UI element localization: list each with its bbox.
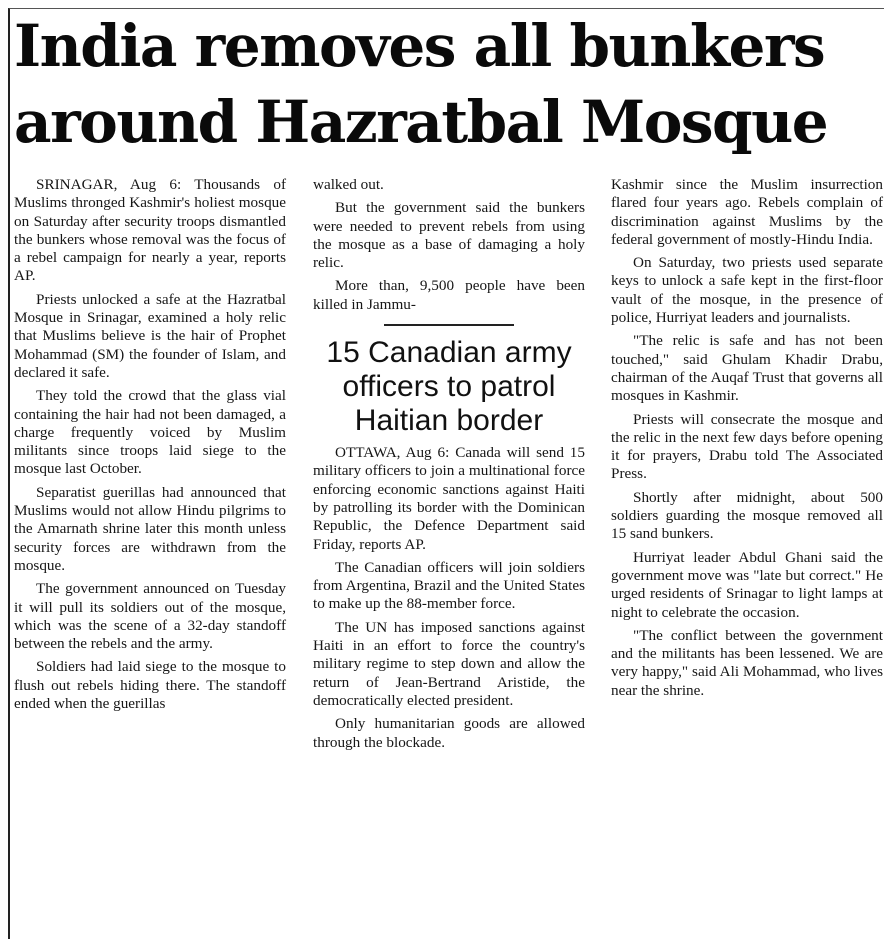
column-2 [313, 176, 585, 757]
second-headline [313, 336, 585, 438]
paragraph: SRINAGAR, Aug 6: Thousands of Muslims thronged Kashmir's holiest mosque on Saturday after security troops dismantled the bunkers whose removal was the focus of a rebel campaign for nearly a year, reports AP. [14, 176, 286, 285]
paragraph: "The conflict between the government and the militants has been lessened. We are very happy," said Ali Mohammad, who lives near the shrine. [611, 626, 883, 699]
paragraph: Soldiers had laid siege to the mosque to flush out rebels hiding there. The standoff ended when the guerillas [14, 658, 286, 713]
paragraph: On Saturday, two priests used separate keys to unlock a safe kept in the first-floor vault of the mosque, in the presence of police, Hurriyat leaders and journalists. [611, 254, 883, 327]
paragraph: More than, 9,500 people have been killed in Jammu- [313, 277, 585, 313]
paragraph: Shortly after midnight, about 500 soldiers guarding the mosque removed all 15 sand bunkers. [611, 488, 883, 543]
paragraph: The Canadian officers will join soldiers from Argentina, Brazil and the United States to make up the 88-member force. [313, 558, 585, 613]
main-headline [14, 8, 884, 160]
paragraph: They told the crowd that the glass vial containing the hair had not been damaged, a charge frequently voiced by Muslim militants since troops laid siege to the mosque last October. [14, 387, 286, 478]
section-divider [384, 324, 514, 326]
paragraph: Only humanitarian goods are allowed through the blockade. [313, 715, 585, 751]
main-headline-line-2: around Hazratbal Mosque [14, 88, 828, 156]
paragraph: OTTAWA, Aug 6: Canada will send 15 military officers to join a multinational force enforcing economic sanctions against Haiti by patrolling its border with the Dominican Republic, the Defence Department said Friday, reports AP. [313, 444, 585, 553]
paragraph: The government announced on Tuesday it will pull its soldiers out of the mosque, which was the scene of a 32-day standoff between the rebels and the army. [14, 580, 286, 653]
paragraph: Hurriyat leader Abdul Ghani said the government move was "late but correct." He urged residents of Srinagar to light lamps at night to celebrate the occasion. [611, 548, 883, 621]
second-headline-line-2: officers to patrol [342, 370, 556, 404]
paragraph: But the government said the bunkers were needed to prevent rebels from using the mosque as a base of damaging a holy relic. [313, 199, 585, 272]
paragraph: The UN has imposed sanctions against Haiti in an effort to force the country's military regime to step down and allow the return of Jean-Bertrand Aristide, the democratically elected president. [313, 618, 585, 709]
paragraph: Priests will consecrate the mosque and the relic in the next few days before opening it for prayers, Drabu told The Associated Press. [611, 410, 883, 483]
paragraph: Priests unlocked a safe at the Hazratbal Mosque in Srinagar, examined a holy relic that Muslims believe is the hair of Prophet Mohammad (SM) the founder of Islam, and declared it safe. [14, 290, 286, 381]
column-3 [611, 176, 883, 705]
paragraph: walked out. [313, 176, 384, 193]
second-headline-line-3: Haitian border [354, 404, 544, 438]
second-headline-line-1: 15 Canadian army [326, 336, 572, 370]
paragraph: "The relic is safe and has not been touched," said Ghulam Khadir Drabu, chairman of the Auqaf Trust that governs all mosques in Kashmir. [611, 332, 883, 405]
main-headline-line-1: India removes all bunkers [14, 12, 825, 80]
paragraph: Separatist guerillas had announced that Muslims would not allow Hindu pilgrims to the Amarnath shrine later this month unless security forces are withdrawn from the mosque. [14, 483, 286, 574]
column-1 [14, 176, 286, 718]
paragraph: Kashmir since the Muslim insurrection flared four years ago. Rebels complain of discrimination against Muslims by the federal government of mostly-Hindu India. [611, 176, 883, 248]
